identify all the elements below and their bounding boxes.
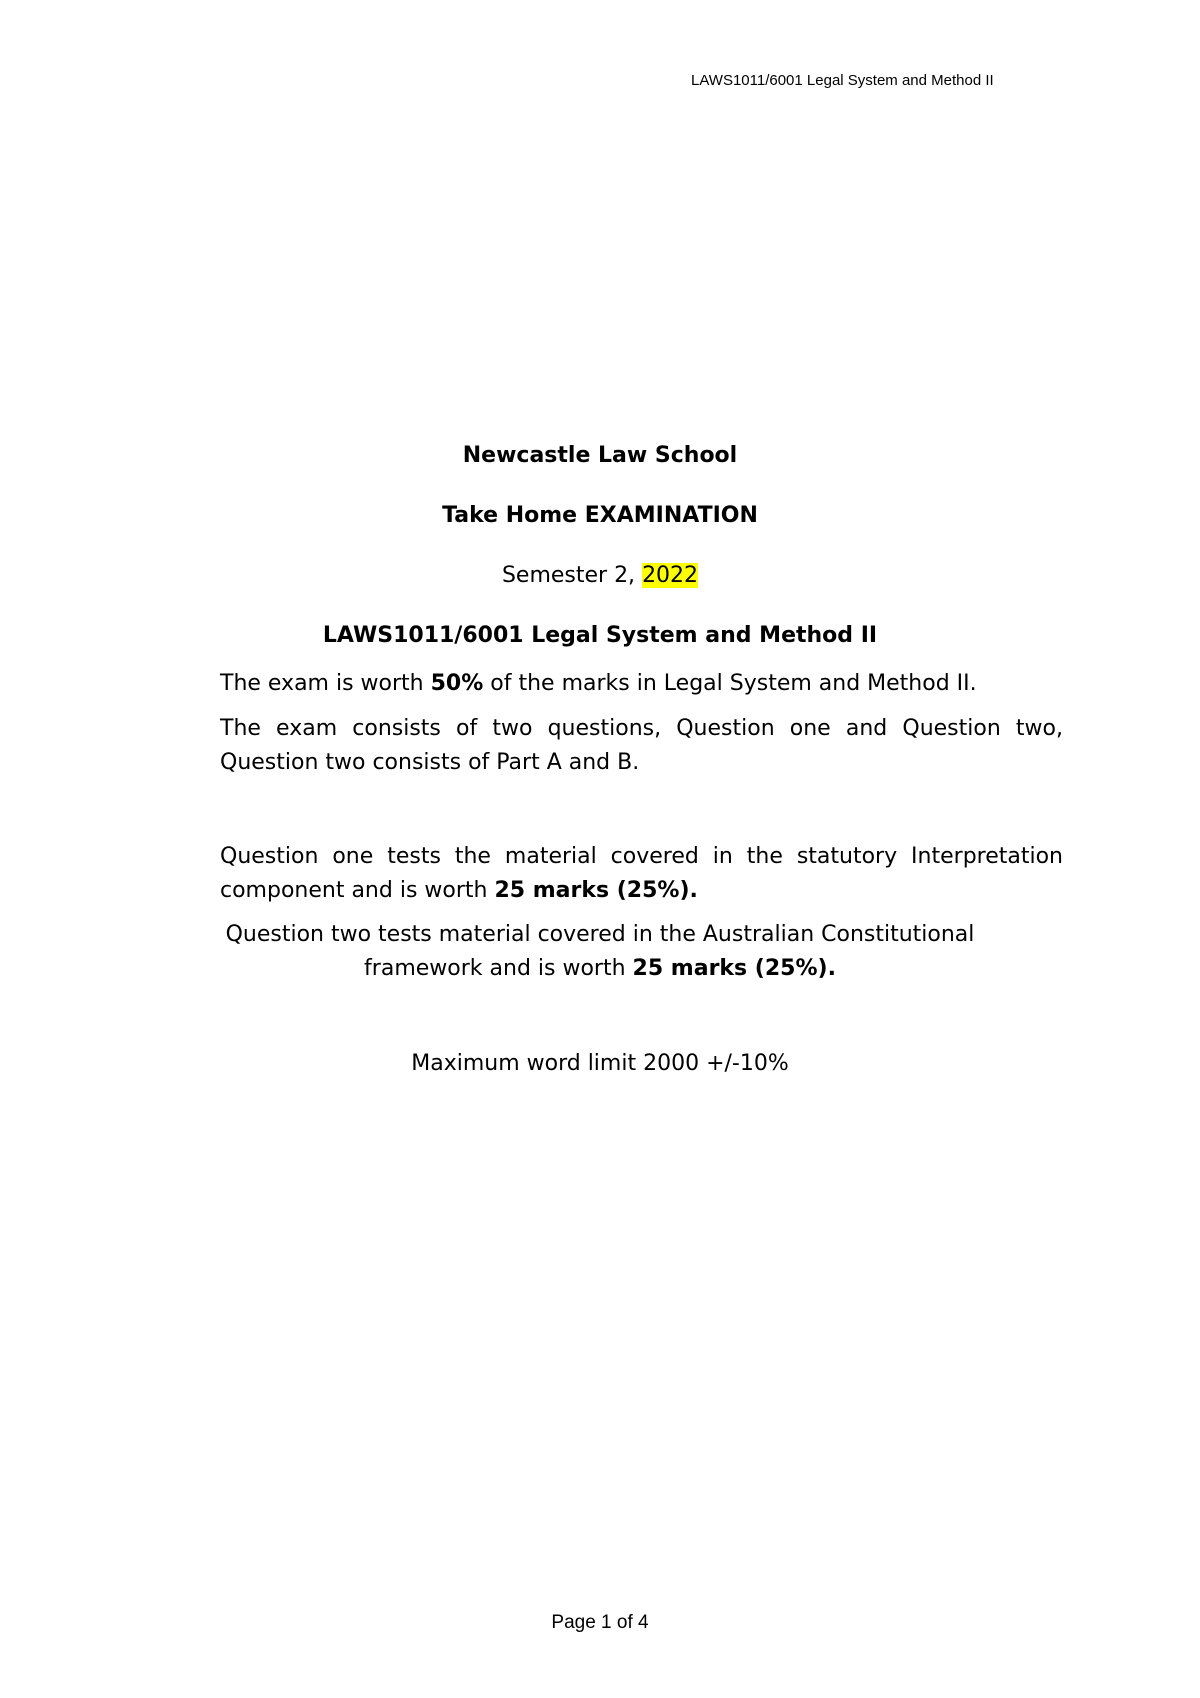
question-two-marks: 25 marks (25%).	[632, 956, 836, 981]
question-one-text: Question one tests the material covered in the statutory Interpretation component and is worth	[220, 844, 1063, 903]
exam-worth-after: of the marks in Legal System and Method II.	[483, 671, 977, 696]
question-two-line1: Question two tests material covered in the Australian Constitutional	[225, 922, 975, 947]
exam-type: Take Home EXAMINATION	[442, 503, 758, 528]
question-two-line2	[0, 956, 1200, 981]
exam-consists-paragraph: The exam consists of two questions, Question one and Question two, Question two consists of Part A and B.	[220, 716, 1063, 775]
exam-worth-percent: 50%	[430, 671, 484, 696]
page-number: Page 1 of 4	[551, 1612, 649, 1633]
exam-worth-before: The exam is worth	[220, 671, 431, 696]
question-two-before: framework and is worth	[364, 956, 633, 981]
semester-label: Semester 2,	[501, 563, 643, 588]
course-title: LAWS1011/6001 Legal System and Method II	[322, 623, 878, 648]
question-one-marks: 25 marks (25%).	[494, 878, 698, 903]
semester-year-highlight: 2022	[642, 563, 699, 588]
question-one-paragraph	[220, 840, 1063, 908]
school-name: Newcastle Law School	[462, 443, 738, 468]
exam-worth-paragraph	[220, 671, 977, 696]
running-header: LAWS1011/6001 Legal System and Method II	[691, 72, 994, 89]
word-limit: Maximum word limit 2000 +/-10%	[411, 1051, 789, 1076]
semester-line	[0, 563, 1200, 588]
